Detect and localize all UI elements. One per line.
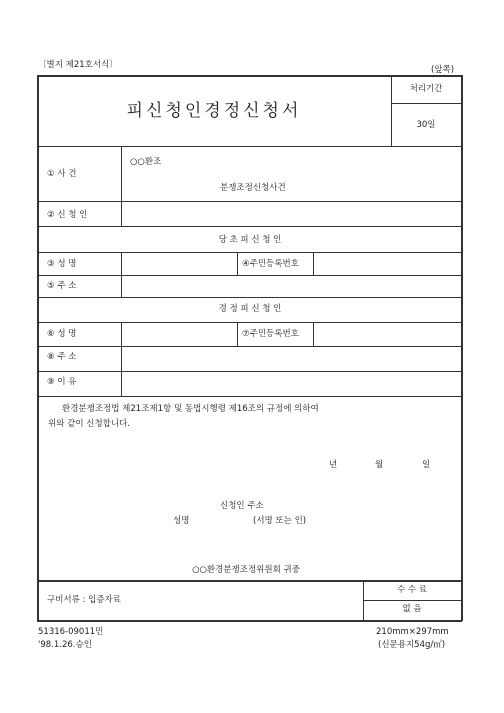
corrected-name-label: ⑥ 성 명: [47, 329, 77, 339]
approval-date: '98.1.26.승인: [38, 640, 92, 650]
fee-label: 수 수 료: [396, 585, 428, 595]
original-name-label: ③ 성 명: [47, 259, 77, 269]
applicant-name-label: 성명: [173, 516, 190, 526]
processing-period-value: 30일: [416, 120, 436, 130]
original-address-label: ⑤ 주 소: [47, 281, 77, 291]
form-border-right: [461, 75, 463, 621]
case-name: ○○환조: [130, 157, 162, 167]
original-respondent-heading: 당 초 피 신 청 인: [218, 235, 282, 245]
corrected-id-label: ⑦주민등록번호: [242, 329, 299, 339]
signature-note: (서명 또는 인): [253, 516, 307, 526]
form-number: 〔별지 제21호서식〕: [38, 60, 118, 70]
paper-size: 210mm×297mm: [376, 627, 449, 637]
processing-period-label: 처리기간: [409, 84, 443, 94]
request-text: 위와 같이 신청합니다.: [48, 419, 131, 429]
date-year: 년: [329, 460, 338, 470]
reason-label: ⑨ 이 유: [47, 377, 77, 387]
applicant-address-label: 신청인 주소: [220, 501, 264, 511]
case-label: ① 사 건: [47, 169, 77, 179]
corrected-address-label: ⑧ 주 소: [47, 352, 77, 362]
recipient-line: ○○환경분쟁조정위원회 귀중: [192, 565, 300, 575]
page-side-label: (앞쪽): [431, 65, 455, 75]
attachments-label: 구비서류 : 입증자료: [47, 595, 121, 605]
form-border-top: [37, 75, 462, 77]
form-code: 51316-09011민: [38, 627, 104, 637]
form-title: 피신청인경정신청서: [126, 101, 302, 121]
fee-value: 없 음: [402, 604, 422, 614]
applicant-label: ② 신 청 인: [47, 210, 88, 220]
form-border-bottom: [37, 620, 462, 622]
original-id-label: ④주민등록번호: [242, 259, 299, 269]
corrected-respondent-heading: 경 정 피 신 청 인: [218, 304, 282, 314]
paper-type: (신문용지54g/㎡): [378, 640, 446, 650]
form-border-left: [37, 75, 39, 621]
date-day: 일: [422, 460, 431, 470]
case-type: 분쟁조정신청사건: [220, 183, 286, 193]
date-month: 월: [375, 460, 384, 470]
legal-basis-text: 환경분쟁조정법 제21조제1항 및 동법시행령 제16조의 규정에 의하여: [62, 404, 319, 414]
